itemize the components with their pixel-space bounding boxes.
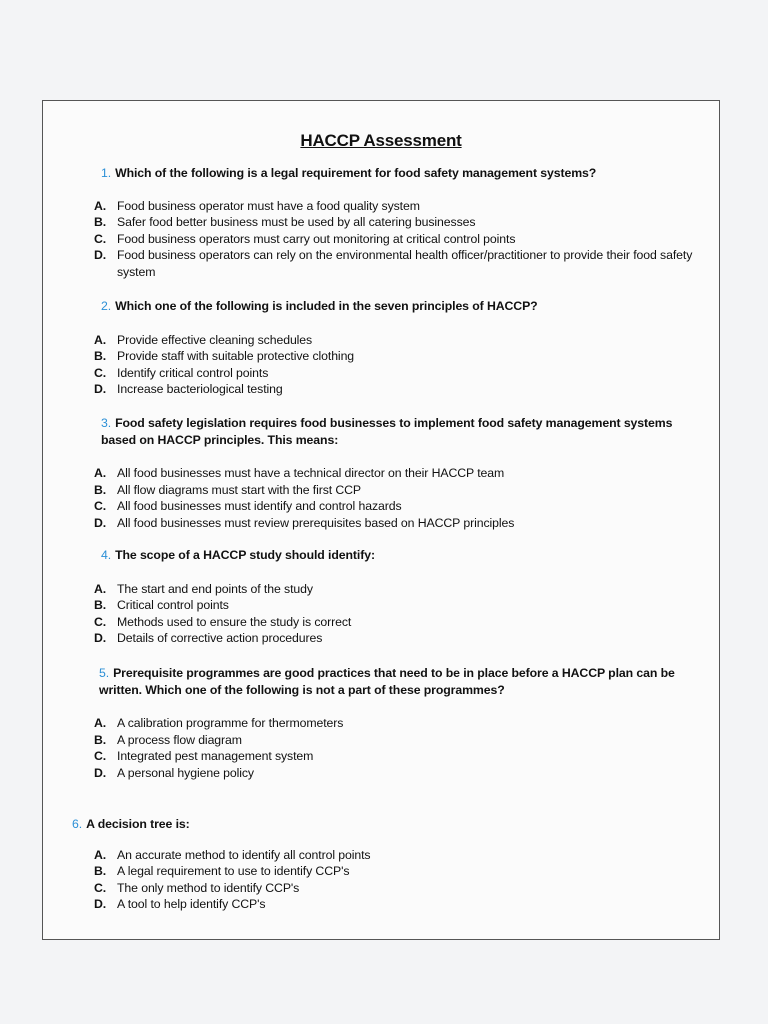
page-title: HACCP Assessment <box>300 131 462 150</box>
question-text: 1. Which of the following is a legal requirement for food safety management systems? <box>101 166 597 180</box>
option-letter: D. <box>94 515 107 530</box>
question-2 <box>43 298 719 398</box>
option-text: A tool to help identify CCP's <box>117 897 266 912</box>
option-letter: B. <box>94 598 107 613</box>
option-letter: D. <box>94 897 107 912</box>
option-letter: A. <box>94 198 107 213</box>
option-text: Integrated pest management system <box>117 749 314 764</box>
option-text: Safer food better business must be used by all catering businesses <box>117 215 476 230</box>
option-text: Identify critical control points <box>117 365 269 380</box>
question-text: 3. Food safety legislation requires food businesses to implement food safety management systems based on HACCP principles. This means: <box>101 416 673 447</box>
option-text: An accurate method to identify all control points <box>117 847 371 862</box>
question-text: 4. The scope of a HACCP study should identify: <box>101 548 375 562</box>
option-letter: C. <box>94 365 107 380</box>
question-number: 4. <box>101 548 112 562</box>
option-b <box>94 348 719 365</box>
option-d <box>94 630 719 647</box>
option-c <box>94 880 719 897</box>
option-text: Provide effective cleaning schedules <box>117 332 313 347</box>
option-text: Methods used to ensure the study is correct <box>117 614 352 629</box>
options-list <box>43 715 719 781</box>
option-letter: B. <box>94 732 107 747</box>
option-letter: C. <box>94 880 107 895</box>
options-list <box>43 198 719 281</box>
option-letter: A. <box>94 581 107 596</box>
option-text: Critical control points <box>117 598 229 613</box>
option-text: A process flow diagram <box>117 732 242 747</box>
option-a <box>94 847 719 864</box>
option-text: All food businesses must have a technical director on their HACCP team <box>117 466 505 480</box>
options-list <box>43 847 719 913</box>
option-letter: A. <box>94 332 107 347</box>
option-a <box>94 332 719 349</box>
option-text: Provide staff with suitable protective clothing <box>117 349 355 364</box>
option-letter: C. <box>94 749 107 764</box>
option-letter: D. <box>94 631 107 646</box>
option-letter: C. <box>94 231 107 246</box>
option-text: Increase bacteriological testing <box>117 382 283 397</box>
question-5 <box>43 665 719 781</box>
question-text: 2. Which one of the following is included in the seven principles of HACCP? <box>101 299 538 313</box>
option-d <box>94 247 719 280</box>
question-number: 6. <box>72 817 83 831</box>
option-text: A legal requirement to use to identify CCP's <box>117 864 350 879</box>
option-b <box>94 482 719 499</box>
assessment-page <box>42 100 720 940</box>
option-text: A personal hygiene policy <box>117 765 254 780</box>
option-b <box>94 597 719 614</box>
question-3 <box>43 415 719 531</box>
question-4 <box>43 547 719 647</box>
question-number: 2. <box>101 299 112 313</box>
option-letter: C. <box>94 614 107 629</box>
option-a <box>94 198 719 215</box>
option-c <box>94 365 719 382</box>
options-list <box>43 465 719 531</box>
option-b <box>94 732 719 749</box>
option-b <box>94 863 719 880</box>
option-letter: B. <box>94 864 107 879</box>
option-c <box>94 231 719 248</box>
option-letter: B. <box>94 215 107 230</box>
option-d <box>94 515 719 532</box>
question-number: 1. <box>101 166 112 180</box>
option-letter: D. <box>94 765 107 780</box>
option-text: Food business operator must have a food quality system <box>117 198 420 213</box>
option-text: The only method to identify CCP's <box>117 880 300 895</box>
question-6 <box>43 816 719 913</box>
option-text: The start and end points of the study <box>117 581 313 596</box>
options-list <box>43 332 719 398</box>
option-text: Details of corrective action procedures <box>117 631 323 646</box>
option-letter: C. <box>94 499 107 514</box>
option-text: All food businesses must review prerequisites based on HACCP principles <box>117 515 515 530</box>
option-letter: A. <box>94 847 107 862</box>
question-1 <box>43 165 719 280</box>
option-text: A calibration programme for thermometers <box>117 716 344 730</box>
question-text: 5. Prerequisite programmes are good practices that need to be in place before a HACCP plan can be written. Which one of the following is not a part of these programmes? <box>99 666 675 697</box>
option-text: All food businesses must identify and control hazards <box>117 499 402 514</box>
question-number: 5. <box>99 666 110 680</box>
option-letter: D. <box>94 382 107 397</box>
option-letter: A. <box>94 466 107 480</box>
question-text: 6. A decision tree is: <box>72 817 190 831</box>
option-c <box>94 498 719 515</box>
option-letter: B. <box>94 349 107 364</box>
option-letter: D. <box>94 248 107 263</box>
option-b <box>94 214 719 231</box>
option-c <box>94 748 719 765</box>
option-text: Food business operators must carry out monitoring at critical control points <box>117 231 516 246</box>
option-letter: B. <box>94 482 107 497</box>
option-a <box>94 581 719 598</box>
option-d <box>94 896 719 913</box>
option-a <box>94 715 719 732</box>
option-text: All flow diagrams must start with the first CCP <box>117 482 362 497</box>
question-number: 3. <box>101 416 112 430</box>
option-d <box>94 765 719 782</box>
option-letter: A. <box>94 716 107 730</box>
option-c <box>94 614 719 631</box>
option-d <box>94 381 719 398</box>
option-a <box>94 465 719 482</box>
options-list <box>43 581 719 647</box>
option-text: Food business operators can rely on the environmental health officer/practitioner to provide their food safety system <box>117 248 693 279</box>
